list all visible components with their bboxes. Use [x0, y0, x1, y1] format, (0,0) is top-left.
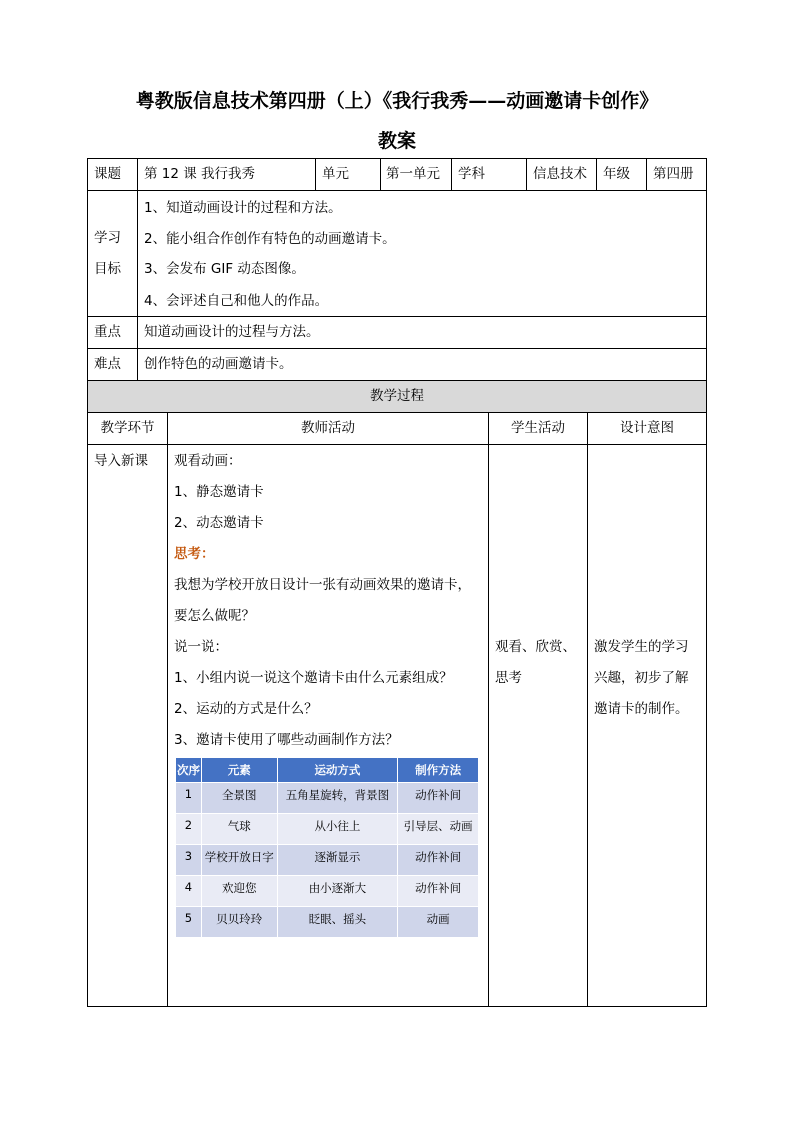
goals-label-line1: 学习 — [94, 230, 121, 246]
teacher-line: 3、邀请卡使用了哪些动画制作方法？ — [174, 732, 399, 748]
method-cell: 引导层、动画 — [398, 814, 479, 845]
col-header-intent: 设计意图 — [620, 420, 674, 436]
element-cell: 贝贝玲玲 — [201, 907, 277, 938]
order-cell: 4 — [176, 876, 202, 907]
element-cell: 全景图 — [201, 783, 277, 814]
teacher-line: 1、静态邀请卡 — [174, 484, 264, 500]
element-cell: 气球 — [201, 814, 277, 845]
col-header-stage: 教学环节 — [100, 420, 155, 436]
order-cell: 1 — [176, 783, 202, 814]
process-header: 教学过程 — [370, 388, 424, 404]
unit-label: 单元 — [322, 166, 349, 182]
key-point-text: 知道动画设计的过程与方法。 — [144, 324, 320, 340]
order-cell: 2 — [176, 814, 202, 845]
intent-line: 兴趣，初步了解 — [594, 670, 689, 686]
document-title: 粤教版信息技术第四册（上）《我行我秀——动画邀请卡创作》 — [135, 90, 659, 112]
goal-item: 3、会发布 GIF 动态图像。 — [144, 261, 305, 277]
teacher-line: 2、运动的方式是什么？ — [174, 701, 318, 717]
col-header-student: 学生活动 — [511, 420, 565, 436]
student-line: 观看、欣赏、 — [495, 639, 576, 655]
topic-label: 课题 — [94, 166, 121, 182]
motion-cell: 由小逐渐大 — [277, 876, 398, 907]
teacher-line: 1、小组内说一说这个邀请卡由什么元素组成？ — [174, 670, 453, 686]
goal-item: 4、会评述自己和他人的作品。 — [144, 293, 329, 309]
method-cell: 动作补间 — [398, 783, 479, 814]
subject-label: 学科 — [458, 166, 485, 182]
anim-col-element: 元素 — [201, 758, 277, 783]
grade-value: 第四册 — [653, 166, 694, 182]
method-cell: 动作补间 — [398, 876, 479, 907]
teacher-line: 2、动态邀请卡 — [174, 515, 264, 531]
teacher-line: 说一说： — [174, 639, 228, 655]
subject-value: 信息技术 — [533, 166, 587, 182]
motion-cell: 眨眼、摇头 — [277, 907, 398, 938]
motion-cell: 五角星旋转，背景图 — [277, 783, 398, 814]
element-cell: 欢迎您 — [201, 876, 277, 907]
grade-label: 年级 — [603, 166, 630, 182]
table-row — [176, 814, 479, 845]
teacher-line: 我想为学校开放日设计一张有动画效果的邀请卡， — [174, 577, 471, 593]
student-line: 思考 — [495, 670, 522, 686]
unit-value: 第一单元 — [386, 166, 440, 182]
anim-col-method: 制作方法 — [398, 758, 479, 783]
intent-line: 邀请卡的制作。 — [594, 701, 689, 717]
topic-value: 第 12 课 我行我秀 — [144, 166, 256, 182]
teacher-line: 要怎么做呢？ — [174, 608, 255, 624]
anim-col-motion: 运动方式 — [277, 758, 398, 783]
goal-item: 1、知道动画设计的过程和方法。 — [144, 200, 342, 216]
key-point-label: 重点 — [94, 324, 121, 340]
difficulty-text: 创作特色的动画邀请卡。 — [144, 356, 293, 372]
order-cell: 5 — [176, 907, 202, 938]
table-row — [176, 845, 479, 876]
col-header-teacher: 教师活动 — [301, 420, 355, 436]
order-cell: 3 — [176, 845, 202, 876]
table-row — [176, 783, 479, 814]
table-row — [176, 907, 479, 938]
method-cell: 动画 — [398, 907, 479, 938]
anim-table-header-row — [176, 758, 479, 783]
animation-method-table — [175, 757, 479, 938]
motion-cell: 从小往上 — [277, 814, 398, 845]
difficulty-label: 难点 — [94, 356, 121, 372]
table-row — [176, 876, 479, 907]
document-subtitle: 教案 — [377, 130, 416, 152]
stage-name: 导入新课 — [94, 453, 148, 469]
teacher-line: 观看动画： — [174, 453, 242, 469]
anim-col-order: 次序 — [176, 758, 202, 783]
thinking-heading: 思考： — [174, 546, 215, 562]
goal-item: 2、能小组合作创作有特色的动画邀请卡。 — [144, 231, 396, 247]
method-cell: 动作补间 — [398, 845, 479, 876]
intent-line: 激发学生的学习 — [594, 639, 689, 655]
element-cell: 学校开放日字 — [201, 845, 277, 876]
goals-label-line2: 目标 — [94, 261, 121, 277]
motion-cell: 逐渐显示 — [277, 845, 398, 876]
